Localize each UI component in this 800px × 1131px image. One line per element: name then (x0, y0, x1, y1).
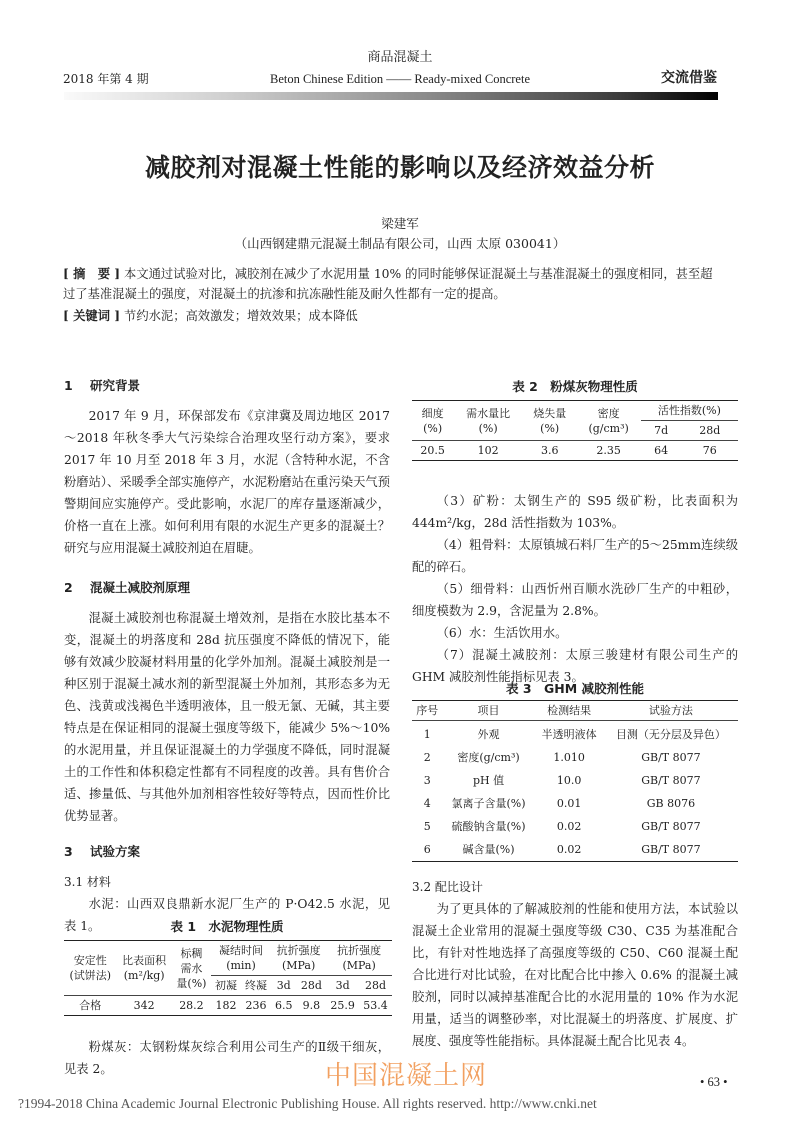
table-cell: 0.02 (556, 820, 582, 833)
table-3-caption: 表 3 GHM 减胶剂性能 (505, 681, 645, 696)
table-3 (412, 700, 738, 862)
table-cell: 76 (681, 441, 738, 461)
table-row (64, 996, 392, 1016)
table-cell: 28.2 (172, 996, 211, 1016)
author-affiliation: （山西钢建鼎元混凝土制品有限公司，山西 太原 030041） (234, 236, 566, 251)
table-cell: 2.35 (577, 441, 641, 461)
t2-h-water-ratio: 需水量比 (%) (453, 401, 523, 441)
cement-paragraph: 水泥：山西双良鼎新水泥厂生产的 P·O42.5 水泥，见表 1。 (64, 897, 390, 933)
t2-h-density: 密度 (g/cm³) (577, 401, 641, 441)
table-cell: 密度(g/cm³) (457, 751, 520, 764)
flyash-paragraph: 粉煤灰：太钢粉煤灰综合利用公司生产的Ⅱ级干细灰，见表 2。 (64, 1040, 390, 1076)
table-row (412, 813, 738, 836)
issue-number: 2018 年第 4 期 (63, 72, 149, 86)
section-1-paragraph: 2017 年 9 月，环保部发布《京津冀及周边地区 2017～2018 年秋冬季大气污染综合治理攻坚行动方案》，要求 2017 年 10 月至 2018 年 3 月，水泥（含特种水泥，不含粉磨站）、采暖季全部实施停产，水泥粉磨站在重污染天气预警期间应实施停产。受此影响，水泥厂的库存量逐渐减少，价格一直在上涨。如何利用有限的水泥生产更多的混凝土？研究与应用混凝土减胶剂迫在眉睫。 (64, 409, 390, 555)
abstract-text: 本文通过试验对比，减胶剂在减少了水泥用量 10% 的同时能够保证混凝土与基准混凝土的强度相同，甚至超过了基准混凝土的强度，对混凝土的抗渗和抗冻融性能及耐久性都有一定的提高。 (63, 267, 713, 301)
table-cell: 25.9 (326, 996, 359, 1016)
table-cell: GB/T 8077 (641, 751, 701, 764)
material-3: （3）矿粉：太钢生产的 S95 级矿粉，比表面积为 444m²/kg，28d 活性指数为 103%。 (412, 494, 738, 530)
journal-name: 商品混凝土 (367, 50, 433, 65)
table-cell: 0.02 (534, 836, 603, 862)
material-4: （4）粗骨料：太原镇城石料厂生产的5～25mm连续级配的碎石。 (412, 538, 738, 574)
section-1-heading: 1 研究背景 (64, 378, 141, 393)
article-title: 减胶剂对混凝土性能的影响以及经济效益分析 (144, 153, 655, 182)
t1-h-3d-comp: 3d (326, 976, 359, 996)
table-1 (64, 940, 392, 1016)
table-cell: 6 (412, 836, 443, 862)
materials-list (412, 490, 738, 688)
t1-h-surface: 比表面积 (m²/kg) (117, 941, 172, 996)
table-cell: 10.0 (556, 774, 582, 787)
section-3-2 (412, 876, 738, 1052)
table-cell: 外观 (477, 728, 500, 741)
t2-h-7d: 7d (654, 424, 669, 437)
table-row (412, 836, 738, 862)
abstract (63, 264, 723, 304)
table-cell: 236 (241, 996, 271, 1016)
t3-h-item: 项目 (443, 701, 535, 721)
table-row (412, 744, 738, 767)
table-2 (412, 400, 738, 461)
journal-subtitle: Beton Chinese Edition —— Ready-mixed Concrete (269, 72, 531, 86)
table-cell: 1.010 (553, 751, 585, 764)
table-cell: 5 (423, 820, 431, 833)
table-cell: 64 (641, 441, 682, 461)
page-number: • 63 • (700, 1075, 728, 1089)
section-3-heading: 3 试验方案 (64, 844, 141, 859)
material-6: （6）水：生活饮用水。 (436, 626, 568, 640)
watermark: 中国混凝土网 (325, 1061, 488, 1091)
t1-h-final: 终凝 (241, 976, 271, 996)
table-cell: pH 值 (472, 774, 505, 787)
table-cell: GB/T 8077 (604, 836, 738, 862)
section-2-paragraph: 混凝土减胶剂也称混凝土增效剂，是指在水胶比基本不变，混凝土的坍落度和 28d 抗压强度不降低的情况下，能够有效减少胶凝材料用量的化学外加剂。混凝土减胶剂是一种区别于混凝土减水剂的新型混凝土外加剂，其形态多为无色、浅黄或浅褐色半透明液体，且一般无氯、无碱，其主要特点是在保证相同的混凝土强度等级下，能减少 5%～10% 的水泥用量，并且保证混凝土的力学强度不降低，同时混凝土的工作性和体积稳定性都有不同程度的改善。具有售价合适、掺量低、与其他外加剂相容性较好等特点，因而性价比优势显著。 (64, 611, 390, 823)
table-cell: 0.01 (556, 797, 582, 810)
t3-h-method: 试验方法 (604, 701, 738, 721)
t3-h-result: 检测结果 (534, 701, 603, 721)
t1-h-28d-flex: 28d (296, 976, 326, 996)
table-cell: 合格 (64, 996, 117, 1016)
t1-h-initial: 初凝 (211, 976, 241, 996)
t1-h-water: 标稠 需水 量(%) (172, 941, 211, 996)
table-2-caption: 表 2 粉煤灰物理性质 (512, 379, 638, 394)
t2-h-activity: 活性指数(%) (641, 401, 738, 421)
table-cell: 9.8 (296, 996, 326, 1016)
t1-h-flex: 抗折强度 (MPa) (271, 941, 326, 976)
section-3-2-heading: 3.2 配比设计 (412, 880, 483, 894)
table-row (412, 721, 738, 745)
table-cell: GB 8076 (646, 797, 696, 810)
material-5: （5）细骨料：山西忻州百顺水洗砂厂生产的中粗砂，细度模数为 2.9，含泥量为 2.8%。 (412, 582, 738, 618)
keywords (63, 306, 723, 326)
keywords-text: 节约水泥；高效激发；增效效果；成本降低 (124, 309, 358, 323)
t2-h-28d: 28d (699, 424, 721, 437)
table-cell: GB/T 8077 (641, 774, 701, 787)
table-cell: 342 (117, 996, 172, 1016)
table-cell: GB/T 8077 (641, 820, 701, 833)
table-cell: 硫酸钠含量(%) (451, 820, 526, 833)
t1-h-comp: 抗折强度 (MPa) (326, 941, 392, 976)
t3-h-no: 序号 (412, 701, 443, 721)
section-3-2-paragraph: 为了更具体的了解减胶剂的性能和使用方法，本试验以混凝土企业常用的混凝土强度等级 C30、C35 为基准配合比，有针对性地选择了高强度等级的 C50、C60 混凝土配合比进行对比试验，在对比配合比中掺入 0.6% 的混凝土减胶剂，同时以减掉基准配合比的水泥用量的 10% 作为水泥用量，适当的调整砂率，对比混凝土的坍落度、扩展度、扩展度、强度等性能指标。具体混凝土配合比见表 4。 (412, 902, 738, 1048)
section-label: 交流借鉴 (661, 70, 717, 86)
table-cell: 半透明液体 (541, 728, 597, 741)
table-cell: 3 (423, 774, 431, 787)
material-7: （7）混凝土减胶剂：太原三骏建材有限公司生产的 GHM 减胶剂性能指标见表 3。 (412, 648, 738, 684)
header-gradient-bar (64, 92, 718, 100)
t1-h-3d-flex: 3d (271, 976, 297, 996)
table-cell: 目测（无分层及异色） (615, 728, 726, 741)
table-cell: 53.4 (359, 996, 392, 1016)
table-row (412, 441, 738, 461)
author-name: 梁建军 (381, 216, 419, 231)
keywords-label: [ 关键词 ] (63, 308, 121, 323)
section-3-1-heading: 3.1 材料 (64, 875, 111, 889)
t1-h-setting: 凝结时间 (min) (211, 941, 271, 976)
t1-h-stability: 安定性 (试饼法) (64, 941, 117, 996)
table-cell: 20.5 (412, 441, 453, 461)
table-cell: 2 (423, 751, 431, 764)
table-cell: 3.6 (523, 441, 577, 461)
table-cell: 碱含量(%) (443, 836, 535, 862)
table-cell: 氯离子含量(%) (451, 797, 526, 810)
section-2-heading: 2 混凝土减胶剂原理 (64, 580, 191, 595)
t2-h-fineness: 细度 (%) (412, 401, 453, 441)
table-row (412, 790, 738, 813)
table-1-caption: 表 1 水泥物理性质 (170, 919, 284, 934)
table-cell: 4 (423, 797, 431, 810)
left-column (64, 375, 390, 937)
copyright-notice: ?1994-2018 China Academic Journal Electronic Publishing House. All rights reserved. http://www.cnki.net (18, 1096, 597, 1111)
table-cell: 1 (423, 728, 431, 741)
t2-h-loss: 烧失量 (%) (523, 401, 577, 441)
table-cell: 102 (453, 441, 523, 461)
table-row (412, 767, 738, 790)
table-cell: 6.5 (271, 996, 297, 1016)
table-cell: 182 (211, 996, 241, 1016)
abstract-label: [ 摘 要 ] (63, 266, 121, 281)
t1-h-28d-comp: 28d (359, 976, 392, 996)
